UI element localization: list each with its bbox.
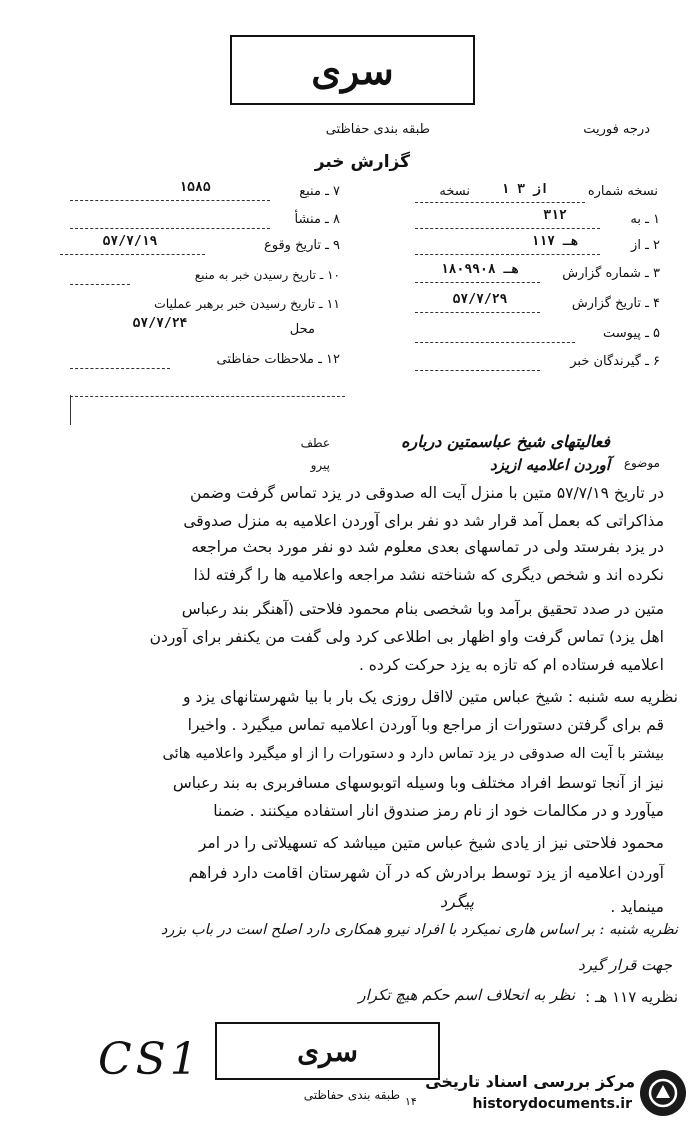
page-marker: ۱۴	[405, 1095, 417, 1108]
field-recipients-label: ۶ ـ گیرندگان خبر	[570, 354, 660, 369]
handwritten-inline-note: پیگرد	[440, 892, 475, 911]
report-title: گزارش خبر	[314, 152, 410, 172]
field-arrival-source-label: ۱۰ ـ تاریخ رسیدن خبر به منبع	[194, 268, 340, 282]
column-divider	[70, 395, 71, 425]
field-location-value: ۵۷/۷/۲۴	[132, 316, 188, 331]
body-line: اعلامیه فرستاده ام که تازه به یزد حرکت کرده .	[358, 656, 664, 674]
body-line: آوردن اعلامیه از یزد توسط برادرش که در آن شهرستان اقامت دارد فراهم	[188, 864, 664, 882]
body-line: متین در صدد تحقیق برآمد وبا شخصی بنام محمود فلاحتی (آهنگر بند رعباس	[181, 600, 664, 618]
classification-stamp	[230, 35, 475, 105]
handwritten-opinion-117: نظر به انحلاف اسم حکم هیچ تکرار	[358, 986, 575, 1004]
body-line: نظریه سه شنبه : شیخ عباس متین لااقل روزی یک بار با بیا شهرستانهای یزد و	[183, 688, 678, 706]
footer-classification-stamp-text: سری	[297, 1034, 358, 1068]
archive-emblem-icon	[646, 1076, 680, 1110]
field-from-value: ۱۱۷ هـ	[531, 234, 579, 249]
handwritten-margin-code: CS1	[98, 1034, 202, 1085]
subject-line-2: آوردن اعلامیه ازیزد	[489, 456, 610, 474]
footer-classification-stamp	[215, 1022, 440, 1080]
body-line: در تاریخ ۵۷/۷/۱۹ متین با منزل آیت اله صدوقی در یزد تماس گرفت وضمن	[190, 484, 664, 502]
handwritten-opinion-line2: جهت قرار گیرد	[578, 956, 672, 974]
field-source-value: ۱۵۸۵	[179, 180, 211, 195]
classification-stamp-text: سری	[311, 47, 394, 93]
body-line: اهل یزد) تماس گرفت واو اظهار بی اطلاعی کرد ولی گفت من یکنفر برای آوردن	[149, 628, 664, 646]
body-line: در یزد بفرستد ولی در تماسهای بعدی معلوم شد دو نفر مورد بحث مراجعه	[191, 538, 664, 556]
subject-label: موضوع	[623, 456, 660, 470]
body-line: مینماید .	[610, 898, 664, 916]
field-location-label: محل	[289, 322, 315, 337]
field-copy-label: نسخه شماره	[587, 184, 658, 199]
field-report-date-label: ۴ ـ تاریخ گزارش	[571, 296, 660, 311]
archive-watermark-title: مرکز بررسی اسناد تاریخی	[425, 1072, 635, 1091]
archive-logo-icon	[640, 1070, 686, 1116]
opinion-117-label: نظریه ۱۱۷ هـ :	[585, 988, 678, 1006]
footer-security-level-label: طبقه بندی حفاظتی	[303, 1088, 400, 1102]
body-line: میآورد و در مکالمات خود از نام رمز صندوق انار استفاده میکنند . ضمنا	[213, 802, 664, 820]
field-report-date-value: ۵۷/۷/۲۹	[452, 292, 508, 307]
field-to-label: ۱ ـ به	[630, 212, 660, 227]
field-copy-value: ۱ از ۳	[501, 182, 549, 197]
field-arrival-leader-label: ۱۱ ـ تاریخ رسیدن خبر برهبر عملیات	[153, 296, 340, 311]
body-line: مذاکراتی که بعمل آمد قرار شد دو نفر برای آوردن اعلامیه به منزل صدوقی	[183, 512, 664, 530]
urgency-label: درجه فوریت	[583, 122, 650, 137]
archive-watermark-url: historydocuments.ir	[472, 1096, 632, 1112]
field-origin-label: ۸ ـ منشأ	[294, 212, 340, 227]
field-attachment-label: ۵ ـ پیوست	[603, 326, 660, 341]
field-from-label: ۲ ـ از	[631, 238, 660, 253]
handwritten-opinion-saturday: نظریه شنبه : بر اساس هاری نمیکرد با افراد نیرو همکاری دارد اصلح است در باب بزرد	[160, 922, 678, 938]
field-security-notes-label: ۱۲ ـ ملاحظات حفاظتی	[216, 352, 340, 367]
field-report-number-label: ۳ ـ شماره گزارش	[562, 266, 660, 281]
subject-note-peyro: پیرو	[310, 458, 330, 472]
subject-line-1: فعالیتهای شیخ عباسمتین درباره	[401, 432, 610, 451]
body-line: نیز از آنجا توسط افراد مختلف وبا وسیله اتوبوسهای مسافربری به بند رعباس	[172, 774, 664, 792]
body-line: نکرده اند و شخص دیگری که شناخته نشد مراجعه واعلامیه ها را گرفته لذا	[193, 566, 664, 584]
subject-note-atf: عطف	[300, 436, 330, 450]
field-event-date-label: ۹ ـ تاریخ وقوع	[263, 238, 340, 253]
field-source-label: ۷ ـ منبع	[299, 184, 340, 199]
field-to-value: ۳۱۲	[543, 208, 567, 223]
body-line: قم برای گرفتن دستورات از مراجع وبا آوردن اعلامیه تماس میگیرد . واخیرا	[187, 716, 664, 734]
field-copy-suffix: نسخه	[439, 184, 470, 199]
field-report-number-value: ۱۸۰۹۹۰۸ هـ	[440, 262, 520, 277]
body-line: بیشتر با آیت اله صدوقی در یزد تماس دارد و دستورات را از او میگیرد واعلامیه هائی	[162, 746, 664, 762]
security-level-label: طبقه بندی حفاظتی	[325, 122, 430, 137]
body-line: محمود فلاحتی نیز از یادی شیخ عباس متین میباشد که تسهیلاتی را در امر	[198, 834, 664, 852]
field-event-date-value: ۵۷/۷/۱۹	[102, 234, 158, 249]
